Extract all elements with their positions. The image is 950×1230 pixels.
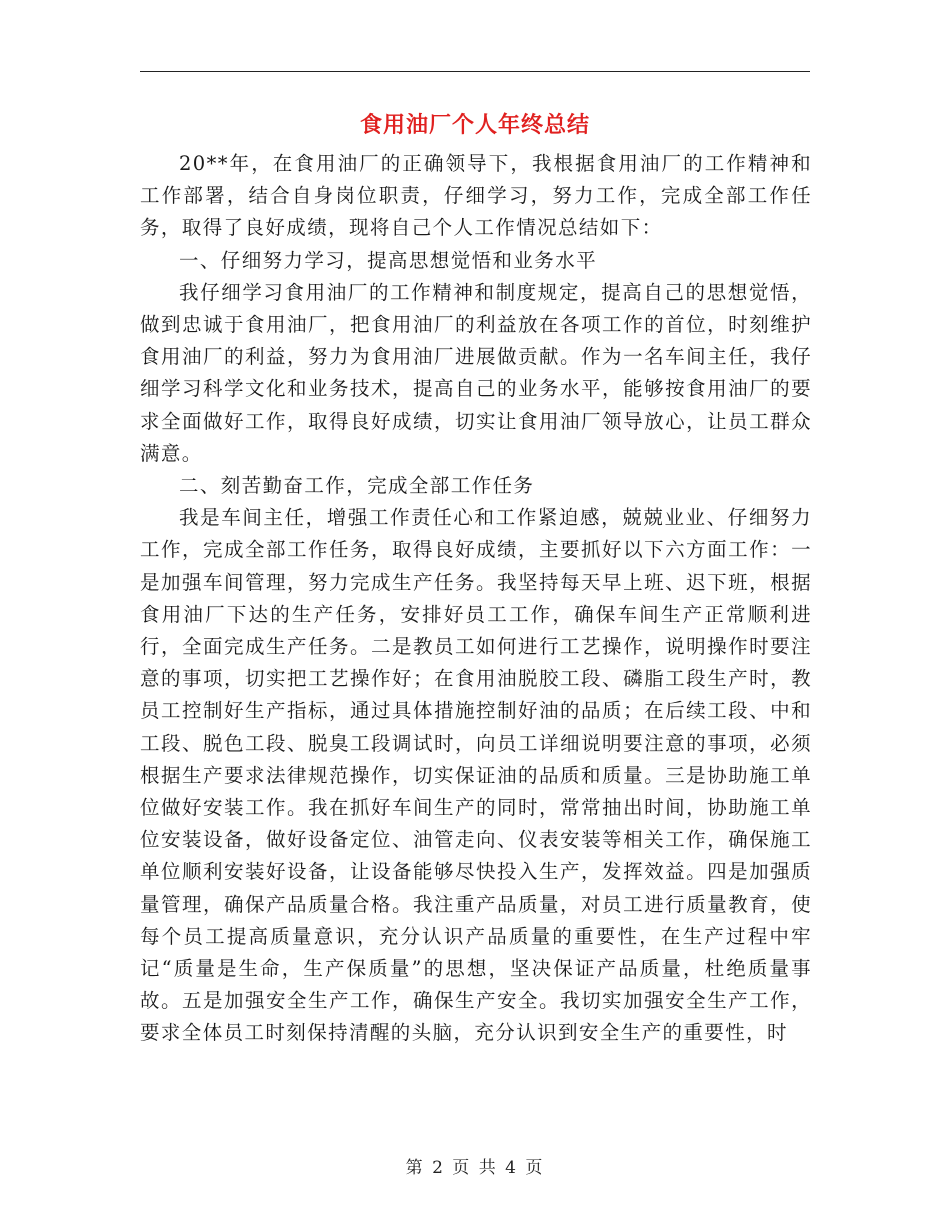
page-title: 食用油厂个人年终总结	[359, 112, 590, 138]
section-heading-2: 二、刻苦勤奋工作，完成全部工作任务	[179, 474, 535, 498]
document-body	[140, 148, 812, 1050]
intro-paragraph: 20**年，在食用油厂的正确领导下，我根据食用油厂的工作精神和工作部署，结合自身岗位职责，仔细学习，努力工作，完成全部工作任务，取得了良好成绩，现将自己个人工作情况总结如下：	[140, 152, 812, 240]
page-footer: 第 2 页 共 4 页	[405, 1158, 545, 1178]
section-heading-1: 一、仔细努力学习，提高思想觉悟和业务水平	[179, 248, 598, 272]
section-2-paragraph: 我是车间主任，增强工作责任心和工作紧迫感，兢兢业业、仔细努力工作，完成全部工作任务，取得良好成绩，主要抓好以下六方面工作：一是加强车间管理，努力完成生产任务。我坚持每天早上班、迟下班，根据食用油厂下达的生产任务，安排好员工工作，确保车间生产正常顺利进行，全面完成生产任务。二是教员工如何进行工艺操作，说明操作时要注意的事项，切实把工艺操作好；在食用油脱胶工段、磷脂工段生产时，教员工控制好生产指标，通过具体措施控制好油的品质；在后续工段、中和工段、脱色工段、脱臭工段调试时，向员工详细说明要注意的事项，必须根据生产要求法律规范操作，切实保证油的品质和质量。三是协助施工单位做好安装工作。我在抓好车间生产的同时，常常抽出时间，协助施工单位安装设备，做好设备定位、油管走向、仪表安装等相关工作，确保施工单位顺利安装好设备，让设备能够尽快投入生产，发挥效益。四是加强质量管理，确保产品质量合格。我注重产品质量，对员工进行质量教育，使每个员工提高质量意识，充分认识产品质量的重要性，在生产过程中牢记“质量是生命，生产保质量”的思想，坚决保证产品质量，杜绝质量事故。五是加强安全生产工作，确保生产安全。我切实加强安全生产工作，要求全体员工时刻保持清醒的头脑，充分认识到安全生产的重要性，时	[140, 506, 812, 1045]
section-1-paragraph: 我仔细学习食用油厂的工作精神和制度规定，提高自己的思想觉悟，做到忠诚于食用油厂，把食用油厂的利益放在各项工作的首位，时刻维护食用油厂的利益，努力为食用油厂进展做贡献。作为一名车间主任，我仔细学习科学文化和业务技术，提高自己的业务水平，能够按食用油厂的要求全面做好工作，取得良好成绩，切实让食用油厂领导放心，让员工群众满意。	[140, 280, 812, 465]
top-rule	[140, 71, 810, 72]
